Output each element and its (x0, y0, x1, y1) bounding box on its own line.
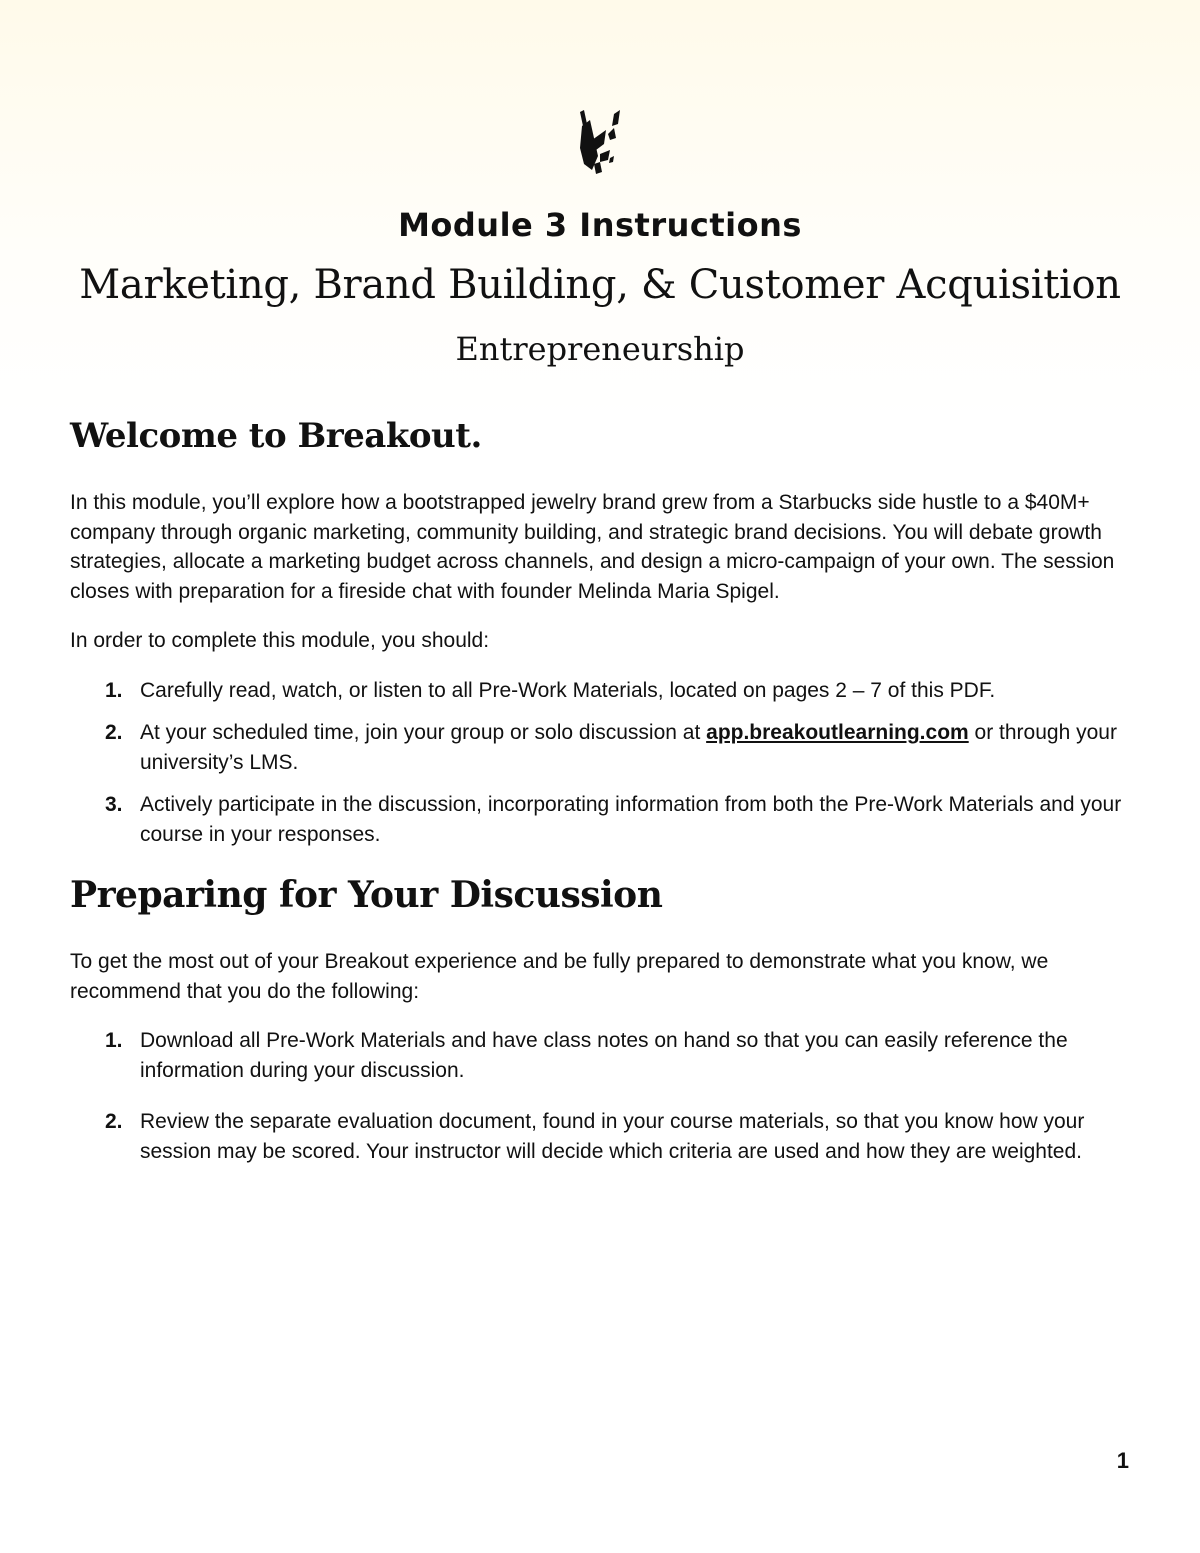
module-title: Module 3 Instructions (398, 206, 802, 244)
welcome-intro: In this module, you’ll explore how a bootstrapped jewelry brand grew from a Starbucks side hustle to a $40M+ company through organic marketing, community building, and strategic brand decisions. You will debate growth strategies, allocate a marketing budget across channels, and design a micro-campaign of your own. The session closes with preparation for a fireside chat with founder Melinda Maria Spigel. (70, 491, 1115, 603)
page-number: 1 (1116, 1448, 1129, 1473)
module-subtitle: Marketing, Brand Building, & Customer Acquisition (79, 262, 1121, 308)
list-number: 2. (105, 1110, 123, 1133)
list-item-text: Actively participate in the discussion, incorporating information from both the Pre-Work Materials and your course in your responses. (140, 793, 1122, 846)
welcome-heading: Welcome to Breakout. (70, 416, 482, 456)
breakout-app-link[interactable]: app.breakoutlearning.com (706, 721, 969, 744)
list-item (70, 676, 1132, 706)
list-item (70, 718, 1132, 777)
breakout-logo-icon (570, 104, 634, 176)
list-item-text-after: or through your university’s LMS. (140, 721, 1117, 774)
preparing-heading: Preparing for Your Discussion (70, 874, 663, 916)
list-item-text: Carefully read, watch, or listen to all Pre-Work Materials, located on pages 2 – 7 of this PDF. (140, 678, 996, 702)
list-item-text: Review the separate evaluation document, found in your course materials, so that you know how your session may be scored. Your instructor will decide which criteria are used and how they are weighted. (140, 1110, 1085, 1163)
list-item (70, 790, 1132, 849)
module-steps-list (70, 676, 1132, 850)
list-item-text: Download all Pre-Work Materials and have class notes on hand so that you can easily reference the information during your discussion. (140, 1029, 1068, 1082)
list-number: 1. (105, 678, 123, 702)
course-name: Entrepreneurship (455, 330, 745, 368)
list-number: 1. (105, 1029, 123, 1052)
list-item-text-before: At your scheduled time, join your group or solo discussion at (140, 721, 707, 744)
preparing-steps-list (70, 1026, 1132, 1166)
list-item (70, 1026, 1132, 1085)
list-number: 2. (105, 721, 123, 744)
main-content (70, 412, 1132, 1188)
preparing-intro: To get the most out of your Breakout experience and be fully prepared to demonstrate what you know, we recommend that you do the following: (70, 950, 1049, 1003)
list-item (70, 1107, 1132, 1166)
list-number: 3. (105, 793, 123, 816)
steps-intro: In order to complete this module, you should: (70, 629, 490, 652)
